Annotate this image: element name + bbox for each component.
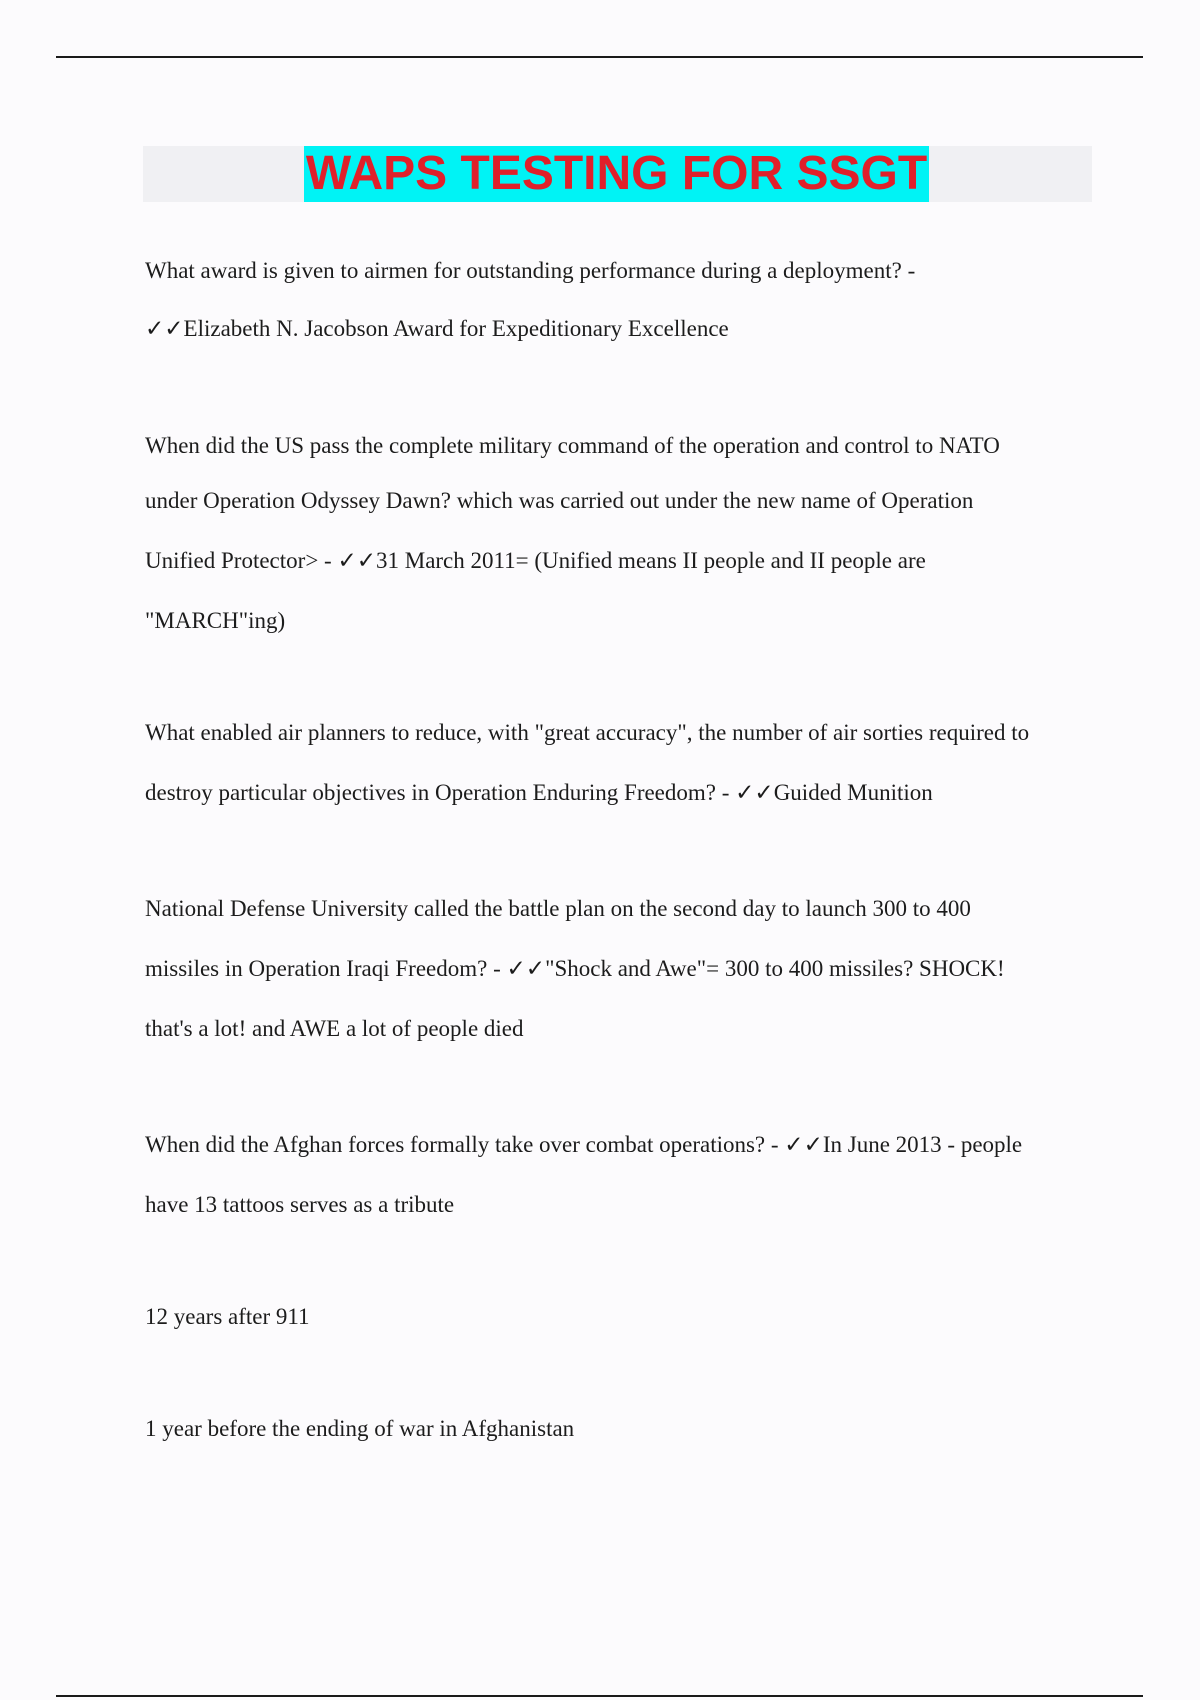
question-line: National Defense University called the battle plan on the second day to launch 300 to 400 [145, 896, 971, 921]
answer-line: destroy particular objectives in Operation Enduring Freedom? - ✓✓Guided Munition [145, 780, 933, 805]
question-line: When did the US pass the complete military command of the operation and control to NATO [145, 433, 1000, 458]
answer-line: 12 years after 911 [145, 1304, 310, 1329]
answer-line: that's a lot! and AWE a lot of people died [145, 1016, 524, 1041]
answer-line: Unified Protector> - ✓✓31 March 2011= (Unified means II people and II people are [145, 548, 926, 573]
answer-line: "MARCH"ing) [145, 608, 286, 633]
question-line: What award is given to airmen for outstanding performance during a deployment? - [145, 258, 916, 283]
question-line: When did the Afghan forces formally take over combat operations? - ✓✓In June 2013 - people [145, 1132, 1023, 1157]
page-title: WAPS TESTING FOR SSGT [305, 147, 928, 200]
question-line: What enabled air planners to reduce, with "great accuracy", the number of air sorties required to [145, 720, 1030, 745]
answer-line: ✓✓Elizabeth N. Jacobson Award for Expeditionary Excellence [145, 316, 729, 341]
bottom-rule [56, 1695, 1143, 1697]
question-line: under Operation Odyssey Dawn? which was carried out under the new name of Operation [145, 488, 974, 513]
answer-line: have 13 tattoos serves as a tribute [145, 1192, 455, 1217]
answer-line: 1 year before the ending of war in Afghanistan [145, 1416, 575, 1441]
answer-line: missiles in Operation Iraqi Freedom? - ✓✓"Shock and Awe"= 300 to 400 missiles? SHOCK! [145, 956, 1005, 981]
top-rule [56, 56, 1143, 58]
